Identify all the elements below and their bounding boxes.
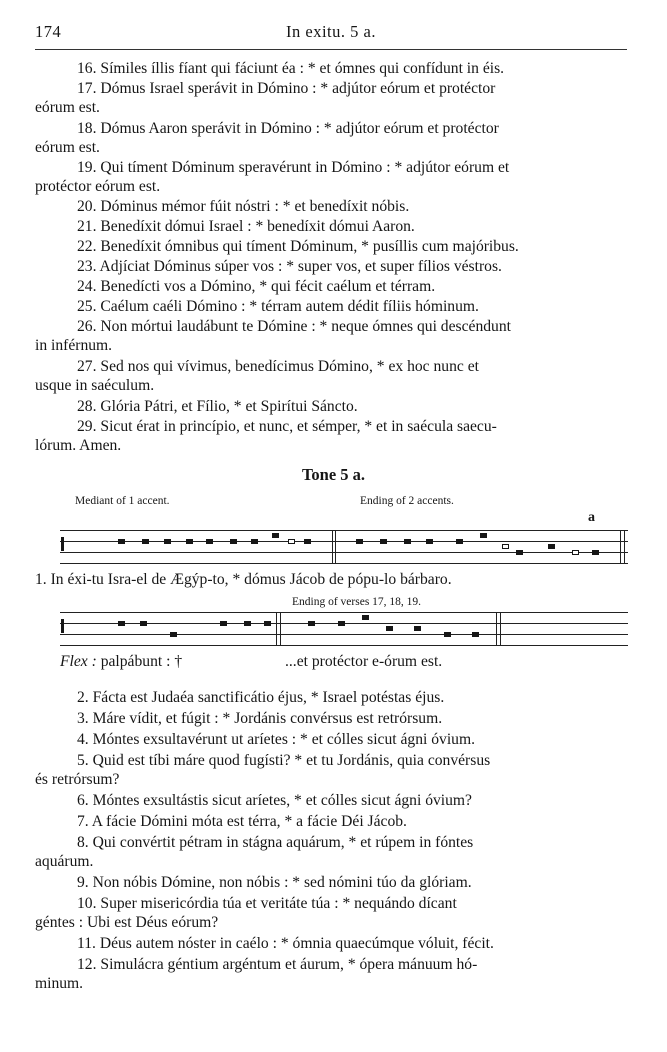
verse-5-cont: és retrórsum? — [35, 771, 120, 788]
verse-28: 28. Glória Pátri, et Fílio, * et Spirítui Sáncto. — [77, 398, 358, 415]
verse-18: 18. Dómus Aaron sperávit in Dómino : * adjútor eórum et protéctor — [77, 120, 499, 137]
bar-line — [276, 612, 277, 645]
staff-line — [60, 612, 628, 613]
verse-27: 27. Sed nos qui vívimus, benedícimus Dómino, * ex hoc nunc et — [77, 358, 479, 375]
note — [230, 539, 237, 544]
flex-line — [60, 653, 182, 671]
tone-title: Tone 5 a. — [301, 465, 366, 484]
note — [414, 626, 421, 631]
flex-label: Flex : — [60, 653, 97, 670]
note — [480, 533, 487, 538]
mediant-label: Mediant of 1 accent. — [75, 495, 170, 507]
note — [386, 626, 393, 631]
note — [244, 621, 251, 626]
verse-3: 3. Máre vídit, et fúgit : * Jordánis convérsus est retrórsum. — [77, 710, 443, 727]
note — [456, 539, 463, 544]
c-clef-icon — [61, 619, 64, 633]
staff-line — [60, 530, 628, 531]
verse-23: 23. Adjíciat Dóminus súper vos : * super vos, et super fílios véstros. — [77, 258, 502, 275]
note — [264, 621, 271, 626]
ending-letter: a — [588, 510, 595, 525]
verse-21: 21. Benedíxit dómui Israel : * benedíxit dómui Aaron. — [77, 218, 415, 235]
note — [118, 539, 125, 544]
bar-line — [620, 530, 621, 563]
staff-line — [60, 563, 628, 564]
header-rule — [35, 49, 627, 50]
bar-line — [500, 612, 501, 645]
ending-label: Ending of 2 accents. — [360, 495, 454, 507]
note — [272, 533, 279, 538]
bar-line — [332, 530, 333, 563]
verse-22: 22. Benedíxit ómnibus qui tíment Dóminum, * pusíllis cum majóribus. — [77, 238, 519, 255]
verse-16: 16. Símiles íllis fíant qui fáciunt éa : * et ómnes qui confídunt in éis. — [77, 60, 505, 77]
running-title: In exitu. 5 a. — [286, 22, 376, 41]
staff-line — [60, 634, 628, 635]
verse-25: 25. Caélum caéli Dómino : * térram autem dédit fíliis hóminum. — [77, 298, 479, 315]
verse-29: 29. Sicut érat in princípio, et nunc, et sémper, * et in saécula saecu- — [77, 418, 497, 435]
note — [338, 621, 345, 626]
verse-26-cont: in inférnum. — [35, 337, 113, 354]
ending-text: ...et protéctor e-órum est. — [285, 653, 443, 670]
verse-4: 4. Móntes exsultavérunt ut aríetes : * et cólles sicut ágni óvium. — [77, 731, 476, 748]
staff-line — [60, 552, 628, 553]
note — [220, 621, 227, 626]
verse-17-cont: eórum est. — [35, 99, 100, 116]
verse-7: 7. A fácie Dómini móta est térra, * a fácie Déi Jácob. — [77, 813, 407, 830]
bar-line — [624, 530, 625, 563]
verse-8-cont: aquárum. — [35, 853, 94, 870]
verse-20: 20. Dóminus mémor fúit nóstri : * et benedíxit nóbis. — [77, 198, 410, 215]
verse-19-cont: protéctor eórum est. — [35, 178, 161, 195]
verse-12-cont: minum. — [35, 975, 84, 992]
verse-18-cont: eórum est. — [35, 139, 100, 156]
ending-verses-label: Ending of verses 17, 18, 19. — [292, 596, 422, 608]
chant-lyrics-1: 1. In éxi-tu Isra-el de Ægýp-to, * dómus Jácob de pópu-lo bárbaro. — [35, 571, 452, 588]
verse-10: 10. Super misericórdia túa et veritáte túa : * nequándo dícant — [77, 895, 457, 912]
note — [251, 539, 258, 544]
note — [118, 621, 125, 626]
note — [380, 539, 387, 544]
bar-line — [496, 612, 497, 645]
note — [472, 632, 479, 637]
verse-17: 17. Dómus Israel sperávit in Dómino : * adjútor eórum et protéctor — [77, 80, 496, 97]
note-open — [288, 539, 295, 544]
verse-29-cont: lórum. Amen. — [35, 437, 122, 454]
verse-8: 8. Qui convértit pétram in stágna aquárum, * et rúpem in fóntes — [77, 834, 474, 851]
verse-19: 19. Qui tíment Dóminum speravérunt in Dómino : * adjútor eórum et — [77, 159, 510, 176]
verse-2: 2. Fácta est Judaéa sanctificátio éjus, * Israel potéstas éjus. — [77, 689, 445, 706]
note — [186, 539, 193, 544]
verse-10-cont: géntes : Ubi est Déus eórum? — [35, 914, 219, 931]
note — [426, 539, 433, 544]
staff-line — [60, 645, 628, 646]
verse-5: 5. Quid est tíbi máre quod fugísti? * et tu Jordánis, quia convérsus — [77, 752, 491, 769]
page-header — [35, 22, 627, 44]
note — [362, 615, 369, 620]
page-number: 174 — [35, 22, 62, 41]
note — [164, 539, 171, 544]
verse-26: 26. Non mórtui laudábunt te Dómine : * neque ómnes qui descéndunt — [77, 318, 511, 335]
note — [206, 539, 213, 544]
verse-9: 9. Non nóbis Dómine, non nóbis : * sed nómini túo da glóriam. — [77, 874, 472, 891]
note — [444, 632, 451, 637]
note — [592, 550, 599, 555]
note — [308, 621, 315, 626]
verse-6: 6. Móntes exsultástis sicut aríetes, * et cólles sicut ágni óvium? — [77, 792, 472, 809]
note — [304, 539, 311, 544]
bar-line — [280, 612, 281, 645]
verse-12: 12. Simulácra géntium argéntum et áurum, * ópera mánuum hó- — [77, 956, 478, 973]
note — [142, 539, 149, 544]
flex-text: palpábunt : † — [100, 653, 183, 670]
c-clef-icon — [61, 537, 64, 551]
chant-staff-2 — [60, 612, 628, 652]
note — [140, 621, 147, 626]
note-open — [572, 550, 579, 555]
chant-staff-1 — [60, 530, 628, 570]
verse-24: 24. Benedícti vos a Dómino, * qui fécit caélum et térram. — [77, 278, 436, 295]
bar-line — [335, 530, 336, 563]
note-open — [502, 544, 509, 549]
note — [356, 539, 363, 544]
note — [170, 632, 177, 637]
note — [404, 539, 411, 544]
note — [548, 544, 555, 549]
verse-11: 11. Déus autem nóster in caélo : * ómnia quaecúmque vóluit, fécit. — [77, 935, 494, 952]
verse-27-cont: usque in saéculum. — [35, 377, 155, 394]
note — [516, 550, 523, 555]
